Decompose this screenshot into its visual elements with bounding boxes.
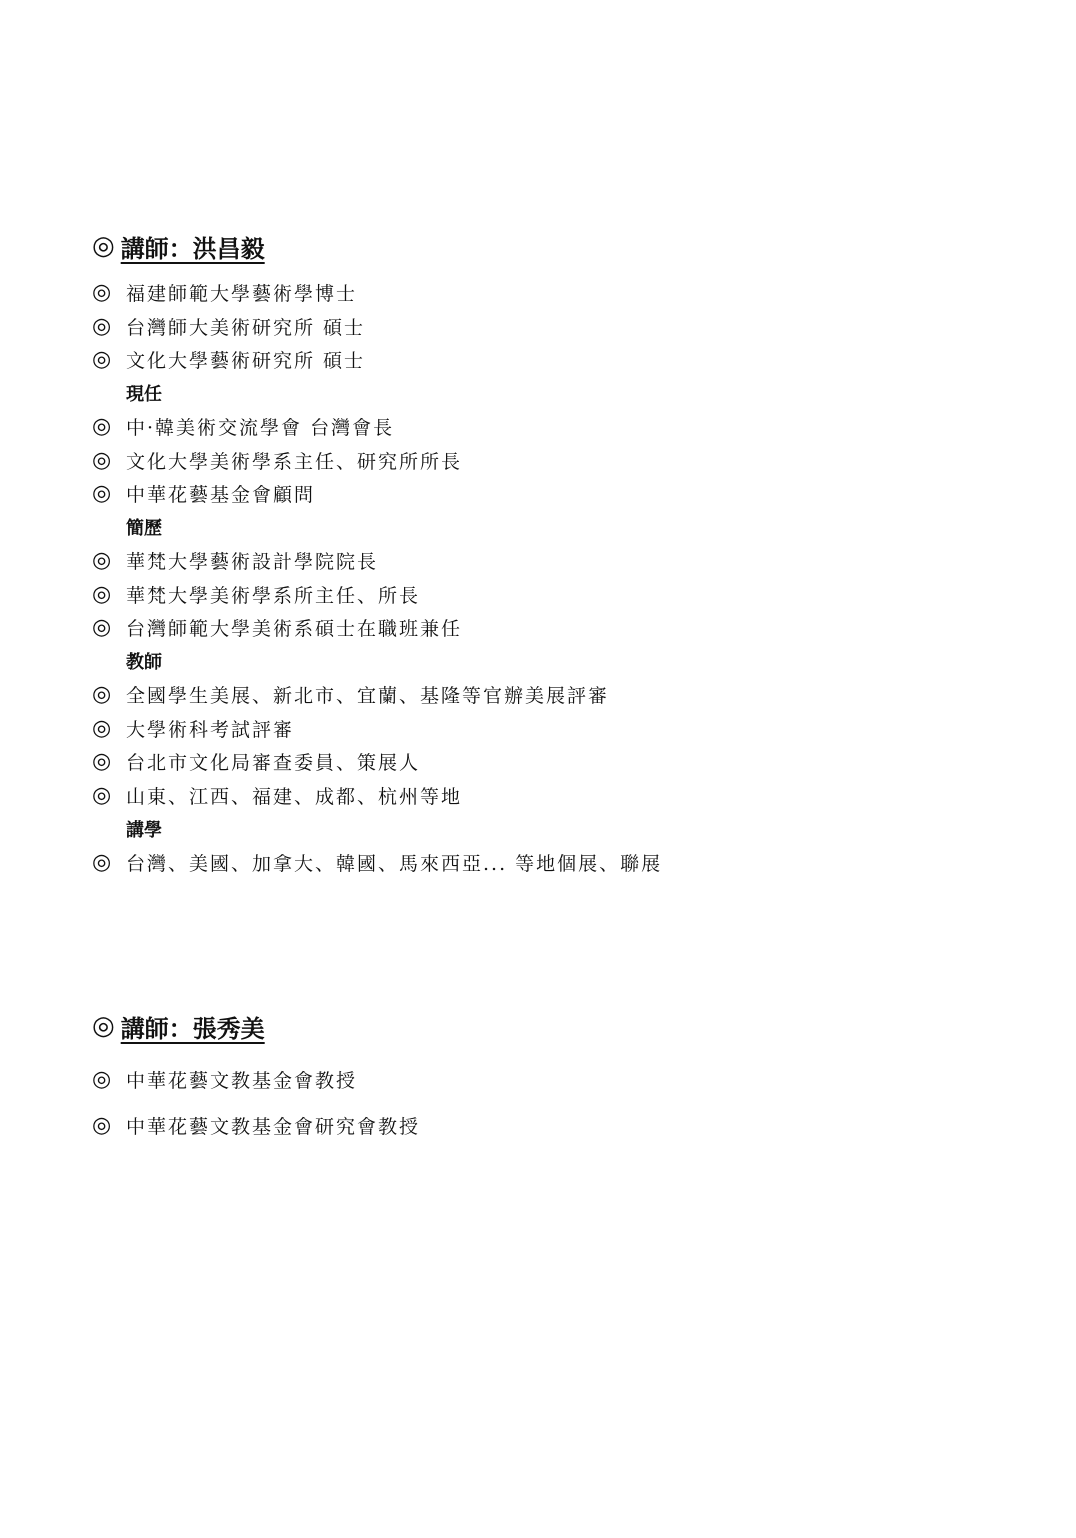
bullet-icon: ◎ — [92, 447, 112, 473]
teacher-label: 教師 — [126, 652, 162, 674]
instructor-title: 講師：張秀美 — [120, 1013, 265, 1043]
credential-item: 中華花藝文教基金會教授 — [126, 1069, 358, 1092]
current-label: 現任 — [126, 384, 162, 406]
lecture-label: 講學 — [126, 819, 162, 841]
bullet-icon: ◎ — [92, 849, 112, 875]
lecture-item: 台灣、美國、加拿大、韓國、馬來西亞... 等地個展、聯展 — [126, 852, 663, 875]
history-label: 簡歷 — [126, 518, 162, 540]
instructor-heading — [92, 228, 992, 264]
list-item — [92, 410, 992, 444]
instructor-section-2 — [92, 1008, 992, 1148]
bullet-icon: ◎ — [92, 1112, 112, 1138]
history-item: 華梵大學美術學系所主任、所長 — [126, 584, 421, 607]
bullet-icon: ◎ — [92, 782, 112, 808]
list-item — [92, 310, 992, 344]
list-item — [92, 578, 992, 612]
instructor-heading — [92, 1008, 992, 1044]
list-item — [92, 343, 992, 377]
list-item — [92, 544, 992, 578]
bullet-icon: ◎ — [92, 615, 112, 641]
bullet-icon: ◎ — [92, 231, 115, 261]
education-item: 台灣師大美術研究所 碩士 — [126, 316, 366, 339]
current-item: 文化大學美術學系主任、研究所所長 — [126, 450, 463, 473]
bullet-icon: ◎ — [92, 347, 112, 373]
credential-item: 中華花藝文教基金會研究會教授 — [126, 1115, 421, 1138]
teacher-item: 大學術科考試評審 — [126, 718, 295, 741]
list-item — [92, 611, 992, 645]
education-item: 文化大學藝術研究所 碩士 — [126, 350, 366, 373]
bullet-icon: ◎ — [92, 682, 112, 708]
bullet-icon: ◎ — [92, 280, 112, 306]
history-item: 華梵大學藝術設計學院院長 — [126, 551, 379, 574]
current-item: 中·韓美術交流學會 台灣會長 — [126, 417, 395, 440]
list-item — [92, 678, 992, 712]
history-item: 台灣師範大學美術系碩士在職班兼任 — [126, 618, 463, 641]
list-item — [92, 712, 992, 746]
bullet-icon: ◎ — [92, 715, 112, 741]
bullet-icon: ◎ — [92, 414, 112, 440]
list-item — [92, 1056, 992, 1102]
teacher-item: 全國學生美展、新北市、宜蘭、基隆等官辦美展評審 — [126, 685, 610, 708]
teacher-item: 山東、江西、福建、成都、杭州等地 — [126, 785, 463, 808]
bullet-icon: ◎ — [92, 581, 112, 607]
bullet-icon: ◎ — [92, 749, 112, 775]
teacher-item: 台北市文化局審查委員、策展人 — [126, 752, 421, 775]
list-item — [92, 1102, 992, 1148]
current-item: 中華花藝基金會顧問 — [126, 484, 316, 507]
education-item: 福建師範大學藝術學博士 — [126, 283, 358, 306]
instructor-title: 講師：洪昌毅 — [120, 233, 265, 263]
bullet-icon: ◎ — [92, 313, 112, 339]
list-item — [92, 745, 992, 779]
instructor-section-1 — [92, 228, 992, 879]
list-item — [92, 477, 992, 511]
bullet-icon: ◎ — [92, 548, 112, 574]
list-item — [92, 779, 992, 813]
list-item — [92, 444, 992, 478]
list-item — [92, 846, 992, 880]
bullet-icon: ◎ — [92, 1066, 112, 1092]
bullet-icon: ◎ — [92, 1011, 115, 1041]
list-item — [92, 276, 992, 310]
bullet-icon: ◎ — [92, 481, 112, 507]
